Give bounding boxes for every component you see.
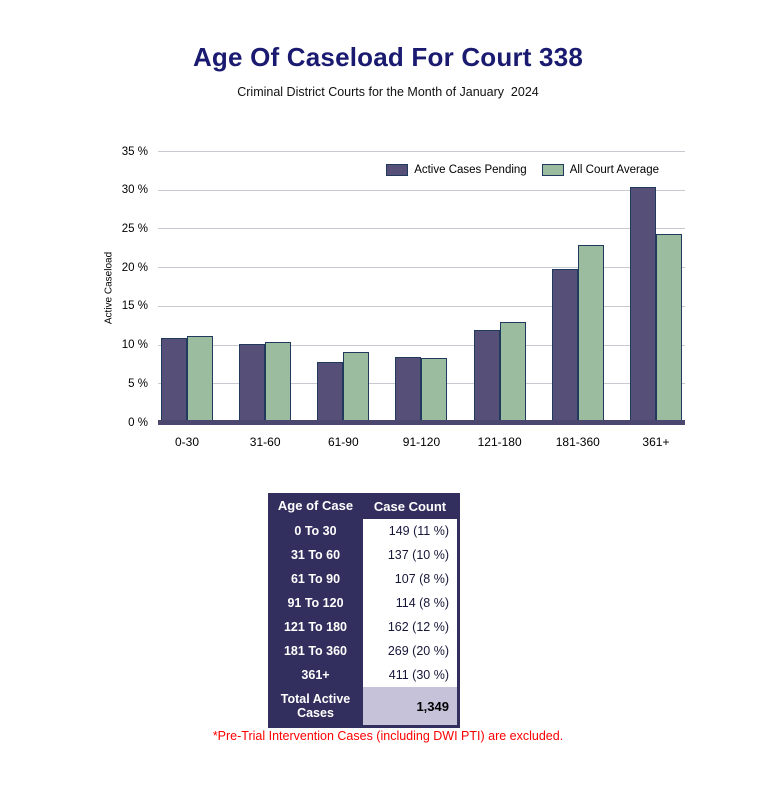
all-court-average-bar: [500, 322, 526, 423]
active-cases-pending-bar: [630, 187, 656, 423]
case-count-cell: 269 (20 %): [363, 639, 457, 663]
all-court-average-bar: [656, 234, 682, 423]
plot-area: [158, 152, 685, 449]
table-row: [268, 543, 460, 567]
bar-group-181-360: [552, 152, 604, 449]
y-tick-label: 35 %: [121, 145, 148, 158]
x-axis-label: 31-60: [249, 435, 281, 449]
x-axis-label: 91-120: [402, 435, 441, 449]
y-tick-label: 0 %: [128, 416, 148, 429]
legend-swatch-icon: [386, 164, 408, 176]
legend-item-active-cases-pending: [386, 164, 527, 176]
footnote: *Pre-Trial Intervention Cases (including DWI PTI) are excluded.: [212, 729, 564, 743]
case-count-cell: 114 (8 %): [363, 591, 457, 615]
bar-group-0-30: [161, 152, 213, 449]
active-cases-pending-bar: [161, 338, 187, 423]
age-range-cell: 31 To 60: [290, 547, 341, 562]
legend-label: Active Cases Pending: [414, 164, 527, 176]
x-axis-label: 181-360: [555, 435, 600, 449]
legend-label: All Court Average: [569, 164, 659, 176]
table-header-age: Age of Case: [277, 497, 354, 513]
y-tick-label: 15 %: [121, 300, 148, 313]
age-range-cell: 91 To 120: [287, 595, 344, 610]
active-cases-pending-bar: [395, 357, 421, 423]
active-cases-pending-bar: [239, 344, 265, 423]
case-count-cell: 107 (8 %): [363, 567, 457, 591]
active-cases-pending-bar: [474, 330, 500, 423]
caseload-table: [268, 493, 460, 728]
bar-group-31-60: [239, 152, 291, 449]
all-court-average-bar: [578, 245, 604, 423]
total-label-cell: Total Active Cases: [280, 691, 351, 720]
table-row: [268, 591, 460, 615]
legend-swatch-icon: [542, 164, 564, 176]
bar-group-121-180: [474, 152, 526, 449]
active-cases-pending-bar: [552, 269, 578, 423]
x-axis-label: 0-30: [174, 435, 200, 449]
y-axis-title: Active Caseload: [103, 251, 115, 325]
page-subtitle: Criminal District Courts for the Month of January 2024: [237, 85, 539, 99]
y-tick-label: 25 %: [121, 222, 148, 235]
y-axis-ticks: [0, 145, 148, 429]
table-row: [268, 615, 460, 639]
x-axis-label: 61-90: [327, 435, 359, 449]
case-count-cell: 137 (10 %): [363, 543, 457, 567]
table-row: [268, 519, 460, 543]
age-range-cell: 121 To 180: [283, 619, 347, 634]
age-range-cell: 61 To 90: [290, 571, 341, 586]
y-tick-label: 20 %: [121, 261, 148, 274]
table-row: [268, 639, 460, 663]
case-count-cell: 149 (11 %): [363, 519, 457, 543]
total-value-cell: 1,349: [363, 687, 457, 725]
age-range-cell: 0 To 30: [294, 523, 337, 538]
case-count-cell: 411 (30 %): [363, 663, 457, 687]
x-axis-label: 361+: [642, 435, 670, 449]
y-tick-label: 5 %: [128, 377, 148, 390]
table-row: [268, 567, 460, 591]
all-court-average-bar: [265, 342, 291, 423]
all-court-average-bar: [421, 358, 447, 423]
table-row: [268, 493, 460, 519]
legend-item-all-court-average: [542, 164, 659, 176]
y-tick-label: 30 %: [121, 183, 148, 196]
all-court-average-bar: [343, 352, 369, 423]
bar-group-361: [630, 152, 682, 449]
table-header-count: Case Count: [373, 498, 447, 514]
chart-legend: [386, 164, 659, 176]
bar-group-91-120: [395, 152, 447, 449]
bars-layer: [158, 152, 685, 449]
bar-group-61-90: [317, 152, 369, 449]
active-cases-pending-bar: [317, 362, 343, 423]
all-court-average-bar: [187, 336, 213, 423]
y-tick-label: 10 %: [121, 338, 148, 351]
page-title: Age Of Caseload For Court 338: [192, 42, 584, 72]
table-row: [268, 663, 460, 687]
age-range-cell: 361+: [301, 667, 330, 682]
x-axis-label: 121-180: [477, 435, 522, 449]
x-axis-line: [158, 420, 685, 425]
age-range-cell: 181 To 360: [283, 643, 347, 658]
case-count-cell: 162 (12 %): [363, 615, 457, 639]
table-row: [268, 687, 460, 725]
